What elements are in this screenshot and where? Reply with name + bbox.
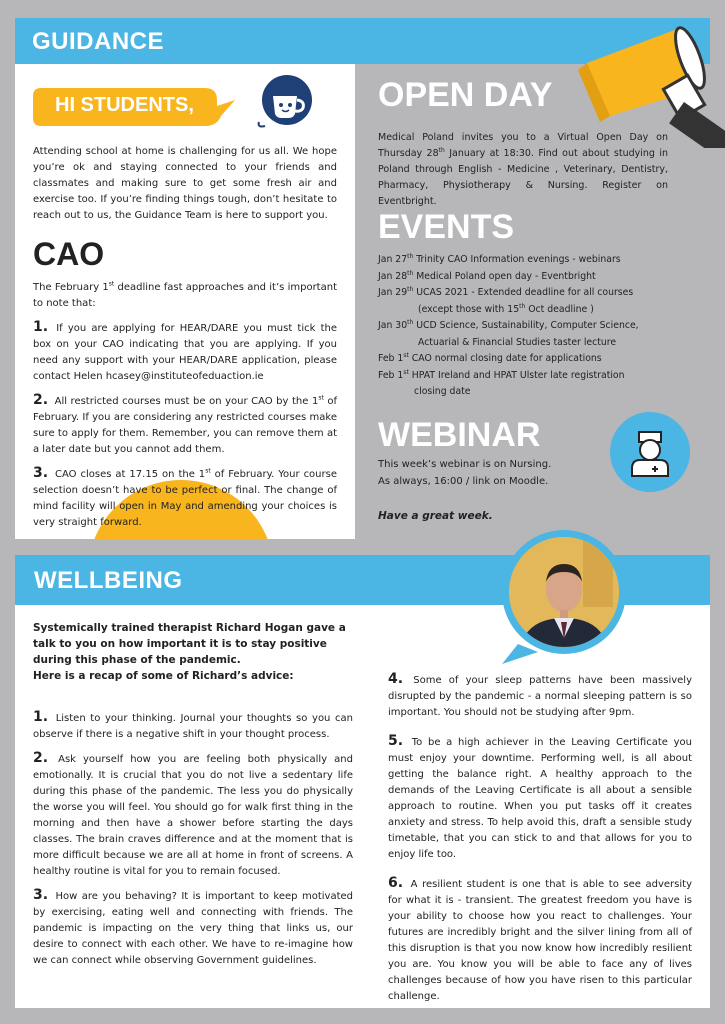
- advice-right-column: [388, 671, 692, 1012]
- megaphone-icon: [572, 18, 725, 148]
- cao-intro: The February 1st deadline fast approaches and it’s important to note that:: [33, 280, 337, 309]
- greeting-heading: HI STUDENTS,: [55, 94, 194, 116]
- advice-item-3: 3. How are you behaving? It is important to keep motivated by exercising, eating well and connecting with friends. The pandemic is impacting on the very thing that links us, our desire to connect with each other. We have to re-imagine how we can connect while observing Government guidelines.: [33, 887, 353, 966]
- event-item: Jan 28th Medical Poland open day - Eventbright: [378, 269, 596, 282]
- events-list: [378, 252, 678, 401]
- cao-item-2: 2. All restricted courses must be on your CAO by the 1st of February. If you are considering any restricted courses make sure to apply for them. Remember, you can remove them at a later date but you cannot add them.: [33, 392, 337, 455]
- advice-item-2: 2. Ask yourself how you are feeling both physically and emotionally. It is crucial that you do not live a sedentary life during this phase of the pandemic. The less you do physically the worse you will feel. You should go for walk first thing in the morning and then have a shower before starting the days classes. The brain craves difference and at the moment that is more difficult because we are all at home in front of screens. A healthy routine is vital for you to remain focused.: [33, 750, 353, 877]
- advice-left-column: [33, 709, 353, 976]
- guidance-intro: Attending school at home is challenging for us all. We hope you’re ok and staying connected to your friends and classmates and making sure to get some fresh air and exercise too. If you’re finding things tough, don’t hesitate to reach out to us, the Guidance Team is here to support you.: [33, 146, 337, 221]
- event-item: Jan 29th UCAS 2021 - Extended deadline for all courses: [378, 285, 634, 298]
- speaker-photo: [498, 526, 632, 666]
- coffee-cup-mascot-icon: [255, 74, 317, 130]
- guidance-banner-title: GUIDANCE: [32, 28, 165, 55]
- event-item: Feb 1st HPAT Ireland and HPAT Ulster late registration: [378, 368, 625, 381]
- open-day-title: OPEN DAY: [378, 76, 553, 114]
- cao-body: [33, 280, 337, 538]
- advice-item-4: 4. Some of your sleep patterns have been massively disrupted by the pandemic - a normal sleeping pattern is so important. You should not be studying after 9pm.: [388, 671, 692, 718]
- nurse-icon: [608, 410, 692, 494]
- guidance-panel: [15, 64, 355, 539]
- advice-item-6: 6. A resilient student is one that is able to see adversity for what it is - transient. The greatest freedom you have is your ability to choose how you react to challenges. Your futures are incredibly bright and the silver lining from all of this disruption is that you now know how incredibly resilient you are. You know you will be able to face any of lives challenges because of how you have risen to this particular challenge.: [388, 875, 692, 1002]
- event-item: Jan 30th UCD Science, Sustainability, Computer Science,: [378, 318, 639, 331]
- signoff: Have a great week.: [378, 510, 493, 522]
- wellbeing-intro: Systemically trained therapist Richard Hogan gave a talk to you on how important it is to stay positive during this phase of the pandemic. Here is a recap of some of Richard’s advice:: [33, 622, 346, 682]
- event-item: Feb 1st CAO normal closing date for applications: [378, 351, 602, 364]
- cao-item-1: 1. If you are applying for HEAR/DARE you must tick the box on your CAO indicating that you are applying. If you need any support with your HEAR/DARE application, please contact Helen hcasey@instituteofeduaction.ie: [33, 319, 337, 382]
- cao-item-3: 3. CAO closes at 17.15 on the 1st of February. Your course selection doesn’t have to be perfect or final. The change of mind facility will open in May and amending your choices is very straight forward.: [33, 465, 337, 528]
- event-item-continued: Actuarial & Financial Studies taster lecture: [418, 336, 617, 348]
- cao-title: CAO: [33, 236, 105, 272]
- webinar-line-2: As always, 16:00 / link on Moodle.: [378, 476, 549, 487]
- wellbeing-banner-title: WELLBEING: [34, 567, 183, 594]
- webinar-title: WEBINAR: [378, 416, 541, 454]
- events-title: EVENTS: [378, 208, 515, 246]
- event-item-continued: (except those with 15th Oct deadline ): [418, 302, 594, 315]
- open-day-text: Medical Poland invites you to a Virtual Open Day on Thursday 28th January at 18:30. Find out about studying in Poland through English - Medicine , Veterinary, Dentistry, Pharmacy, Physiotherapy & Nursing. Register on Eventbright.: [378, 132, 668, 207]
- event-item-continued: closing date: [414, 386, 471, 397]
- advice-item-1: 1. Listen to your thinking. Journal your thoughts so you can observe if there is a negative shift in your thought process.: [33, 709, 353, 740]
- webinar-line-1: This week’s webinar is on Nursing.: [378, 459, 552, 470]
- advice-item-5: 5. To be a high achiever in the Leaving Certificate you must enjoy your downtime. Performing well, is all about getting the balance right. A healthy approach to the demands of the Leaving Certificate is all about a sensible approach to routine. When you put tasks off it creates anxiety and stress. To help avoid this, draft a sensible study timetable, that you can stick to and that allows for you to enjoy life too.: [388, 733, 692, 860]
- event-item: Jan 27th Trinity CAO Information evenings - webinars: [378, 252, 621, 265]
